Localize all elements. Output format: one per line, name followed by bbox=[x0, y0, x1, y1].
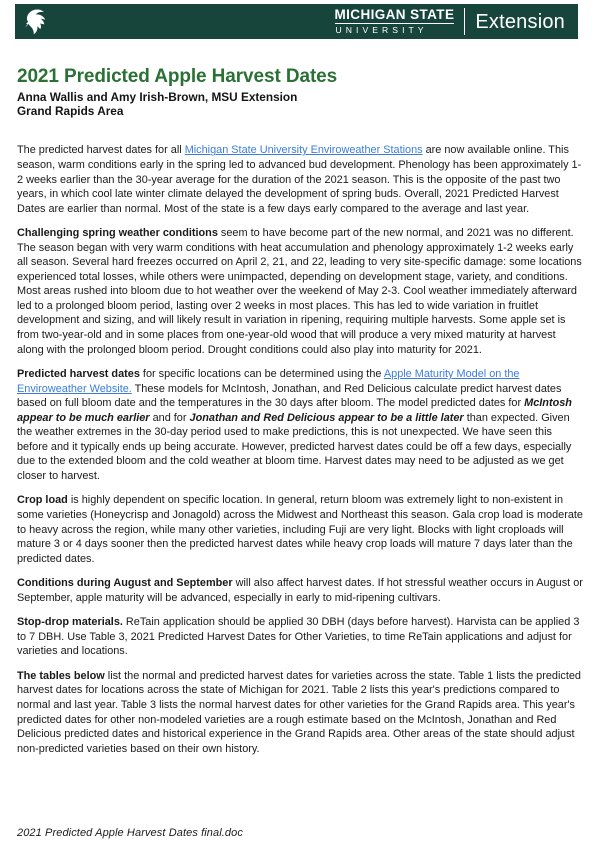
text-run: are now available online. This season, warm conditions early in the spring led to advanced bud development. Phenology has been approximately 1-2 weeks earlier than the 30-year average for the duration of the 2021 season. This is the opposite of the past two years, in which cool late winter climate delayed the development of spring buds. Overall, 2021 Predicted Harvest Dates are earlier than normal. Most of the state is a few days early compared to the average and last year. bbox=[17, 144, 582, 215]
paragraph bbox=[17, 226, 583, 357]
wordmark-university: UNIVERSITY bbox=[335, 25, 428, 36]
enviroweather-stations-link[interactable]: Michigan State University Enviroweather Stations bbox=[184, 144, 423, 157]
text-run: Crop load bbox=[17, 494, 68, 507]
text-run: These models for McIntosh, Jonathan, and Red Delicious calculate predict harvest dates based on full bloom date and the temperatures in the 30 days after bloom. The model predicted dates for bbox=[17, 382, 562, 410]
text-run: list the normal and predicted harvest dates for varieties across the state. Table 1 lists the predicted harvest dates for locations across the state of Michigan for 2021. Table 2 lists this year's predictions compared to normal and last year. Table 3 lists the normal harvest dates for other varieties for the Grand Rapids area. This year's predicted dates for other non-modeled varieties are a rough estimate based on the McIntosh, Jonathan and Red Delicious predicted dates and historical experience in the Grand Rapids area. Other areas of the state should adjust non-predicted varieties based on their own history. bbox=[17, 669, 581, 755]
byline bbox=[17, 90, 583, 118]
text-run: Conditions during August and September bbox=[17, 577, 233, 590]
paragraph bbox=[17, 493, 583, 566]
text-run: Jonathan and Red Delicious appear to be a little later bbox=[189, 411, 464, 424]
text-run: than expected. Given the weather extremes in the 30-day period used to make predictions, this is not unexpected. We have seen this before and it typically ends up being accurate. However, predicted harvest dates could be off a few days, especially due to the extended bloom and the cold weather at bloom time. Harvest dates may need to be adjusted as we get closer to harvest. bbox=[17, 411, 572, 482]
text-run: ReTain application should be applied 30 DBH (days before harvest). Harvista can be applied 3 to 7 DBH. Use Table 3, 2021 Predicted Harvest Dates for Other Varieties, to time ReTain applications and adjust for varieties and locations. bbox=[17, 616, 580, 658]
paragraph bbox=[17, 367, 583, 483]
msu-wordmark-text bbox=[335, 8, 455, 36]
spartan-helmet-icon bbox=[20, 7, 50, 37]
text-run: for specific locations can be determined using the bbox=[139, 368, 384, 381]
text-run: Stop-drop materials. bbox=[17, 616, 123, 629]
wordmark-divider bbox=[464, 8, 465, 35]
byline-authors: Anna Wallis and Amy Irish-Brown, MSU Extension bbox=[17, 90, 298, 104]
document-footer bbox=[17, 827, 243, 839]
apple-maturity-model-link[interactable]: Apple Maturity Model on the Enviroweather Website. bbox=[17, 368, 520, 395]
paragraph bbox=[17, 669, 583, 756]
text-run: McIntosh appear to be much earlier bbox=[17, 397, 572, 424]
footer-filename: 2021 Predicted Apple Harvest Dates final.doc bbox=[17, 827, 243, 839]
article-body bbox=[17, 143, 583, 756]
text-run: is highly dependent on specific location. In general, return bloom was extremely light to non-existent in some varieties (Honeycrisp and Jonagold) across the Midwest and Northeast this season. Gala crop load is moderate to heavy across the region, while many other varieties, including Fuji are very light. Blocks with light croploads will mature 3 or 4 days sooner then the predicted harvest dates while heavy crop loads will mature 7 days later than the predicted dates. bbox=[17, 494, 583, 565]
article bbox=[17, 66, 583, 766]
text-run: and for bbox=[149, 411, 190, 424]
text-run: Predicted harvest dates bbox=[17, 368, 140, 381]
paragraph bbox=[17, 576, 583, 605]
wordmark-michigan-state: MICHIGAN STATE bbox=[335, 8, 455, 25]
text-run: seem to have become part of the new normal, and 2021 was no different. The season began with very warm conditions with heat accumulation and phenology approximately 1-2 weeks early all season. Several hard freezes occurred on April 2, 21, and 22, leading to very site-specific damage: some locations experienced total losses, while others were unimpacted, depending on development stage, variety, and conditions. Most areas rushed into bloom due to hot weather over the weekend of May 2-3. Cool weather immediately afterward led to a prolonged bloom period, lasting over 2 weeks in most places. This has led to wide variation in fruitlet development and sizing, and will likely result in variation in ripening, requiring multiple harvests. Some apple set is from two-year-old and in some places from one-year-old wood that will produce a very mixed maturity at harvest along with the prolonged bloom period. Drought conditions could also play into maturity for 2021. bbox=[17, 227, 582, 356]
text-run: will also affect harvest dates. If hot stressful weather occurs in August or September, apple maturity will be advanced, especially in early to mid-ripening cultivars. bbox=[17, 577, 583, 604]
extension-label: Extension bbox=[475, 10, 565, 33]
paragraph bbox=[17, 615, 583, 659]
text-run: The predicted harvest dates for all bbox=[17, 144, 185, 157]
page-title: 2021 Predicted Apple Harvest Dates bbox=[17, 66, 338, 87]
text-run: Challenging spring weather conditions bbox=[17, 227, 218, 240]
msu-header-bar bbox=[15, 4, 578, 39]
msu-wordmark bbox=[335, 8, 565, 36]
text-run: The tables below bbox=[17, 669, 105, 682]
byline-area: Grand Rapids Area bbox=[17, 104, 124, 119]
paragraph bbox=[17, 143, 583, 216]
